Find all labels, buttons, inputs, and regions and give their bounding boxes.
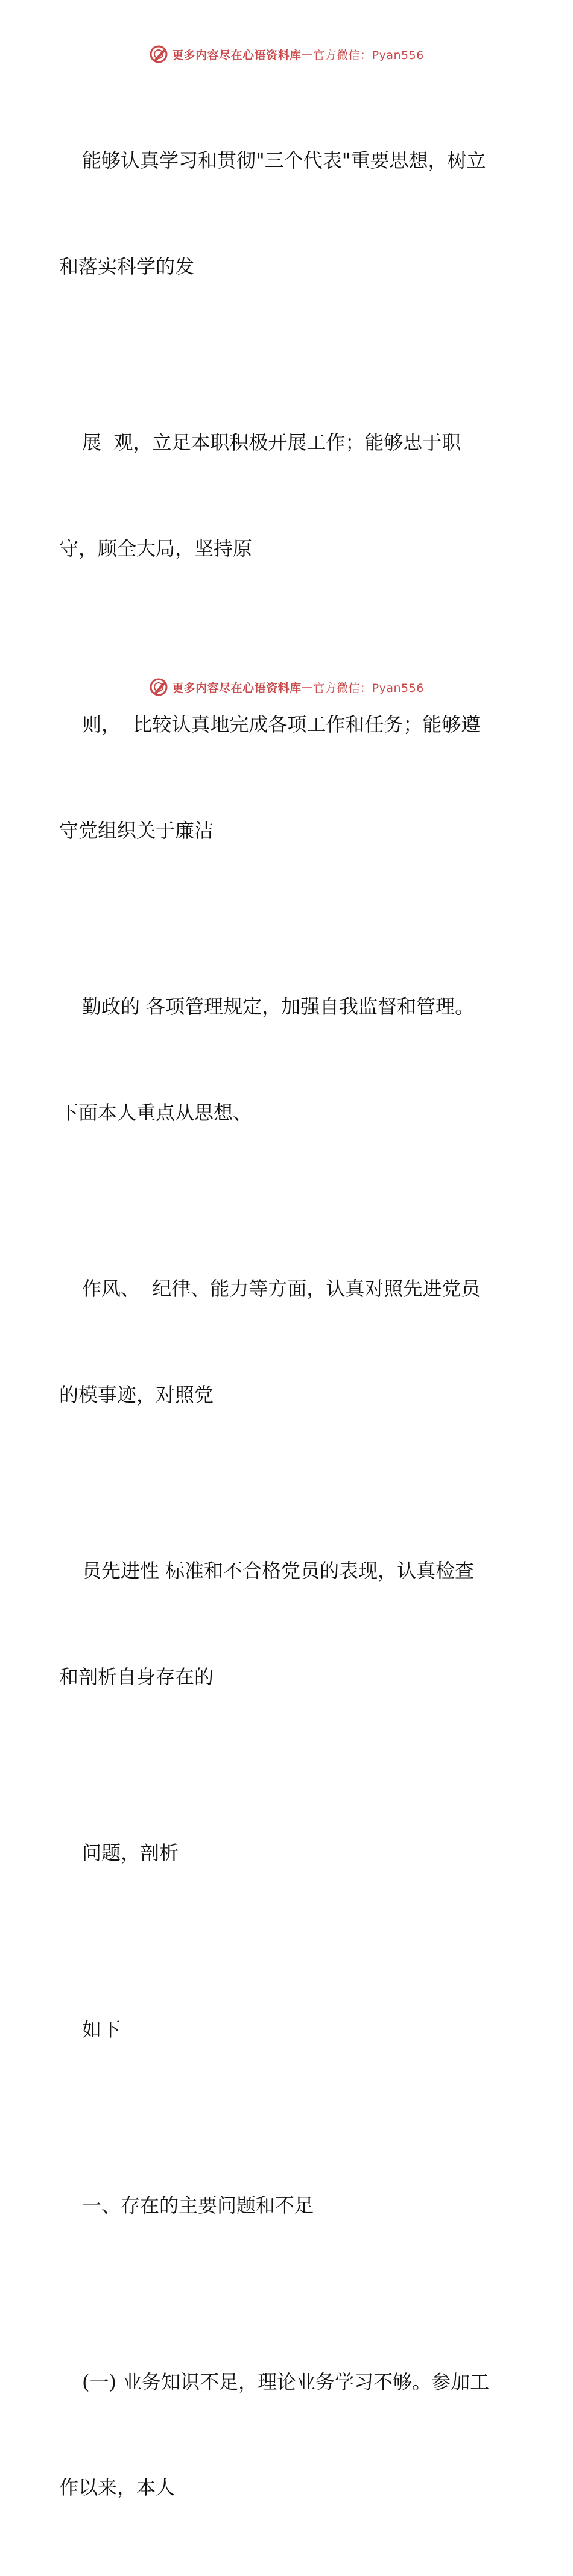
text-line-10: (一) 业务知识不足，理论业务学习不够。参加工 作以来，本人 [59,2370,490,2499]
text-line-5: 作风、 纪律、能力等方面，认真对照先进党员 的模事迹，对照党 [59,1277,481,1406]
pen-logo-icon [149,45,168,64]
document-body [59,72,524,2576]
footer-separator: — [301,680,314,694]
text-line-2: 展 观，立足本职积极开展工作；能够忠于职 守，顾全大局，坚持原 [59,431,461,560]
text-line-3: 则， 比较认真地完成各项工作和任务；能够遵 守党组织关于廉洁 [59,713,481,842]
section-heading: 一、存在的主要问题和不足 [82,2194,314,2217]
text-line-8: 如下 [82,2017,121,2041]
banner-title: 更多内容尽在心语资料库 [172,48,302,62]
text-line-1: 能够认真学习和贯彻"三个代表"重要思想，树立 和落实科学的发 [59,149,486,278]
footer-title: 更多内容尽在心语资料库 [172,681,302,695]
text-line-7: 问题，剖析 [82,1841,179,1864]
banner-wechat: 官方微信：Pyan556 [313,48,424,62]
pen-logo-icon [149,677,168,697]
footer-banner [0,675,573,699]
text-line-6: 员先进性 标准和不合格党员的表现，认真检查 和剖析自身存在的 [59,1559,475,1688]
header-banner [0,42,573,66]
footer-wechat: 官方微信：Pyan556 [313,681,424,695]
banner-separator: — [301,48,314,61]
text-line-4: 勤政的 各项管理规定，加强自我监督和管理。 下面本人重点从思想、 [59,995,475,1124]
